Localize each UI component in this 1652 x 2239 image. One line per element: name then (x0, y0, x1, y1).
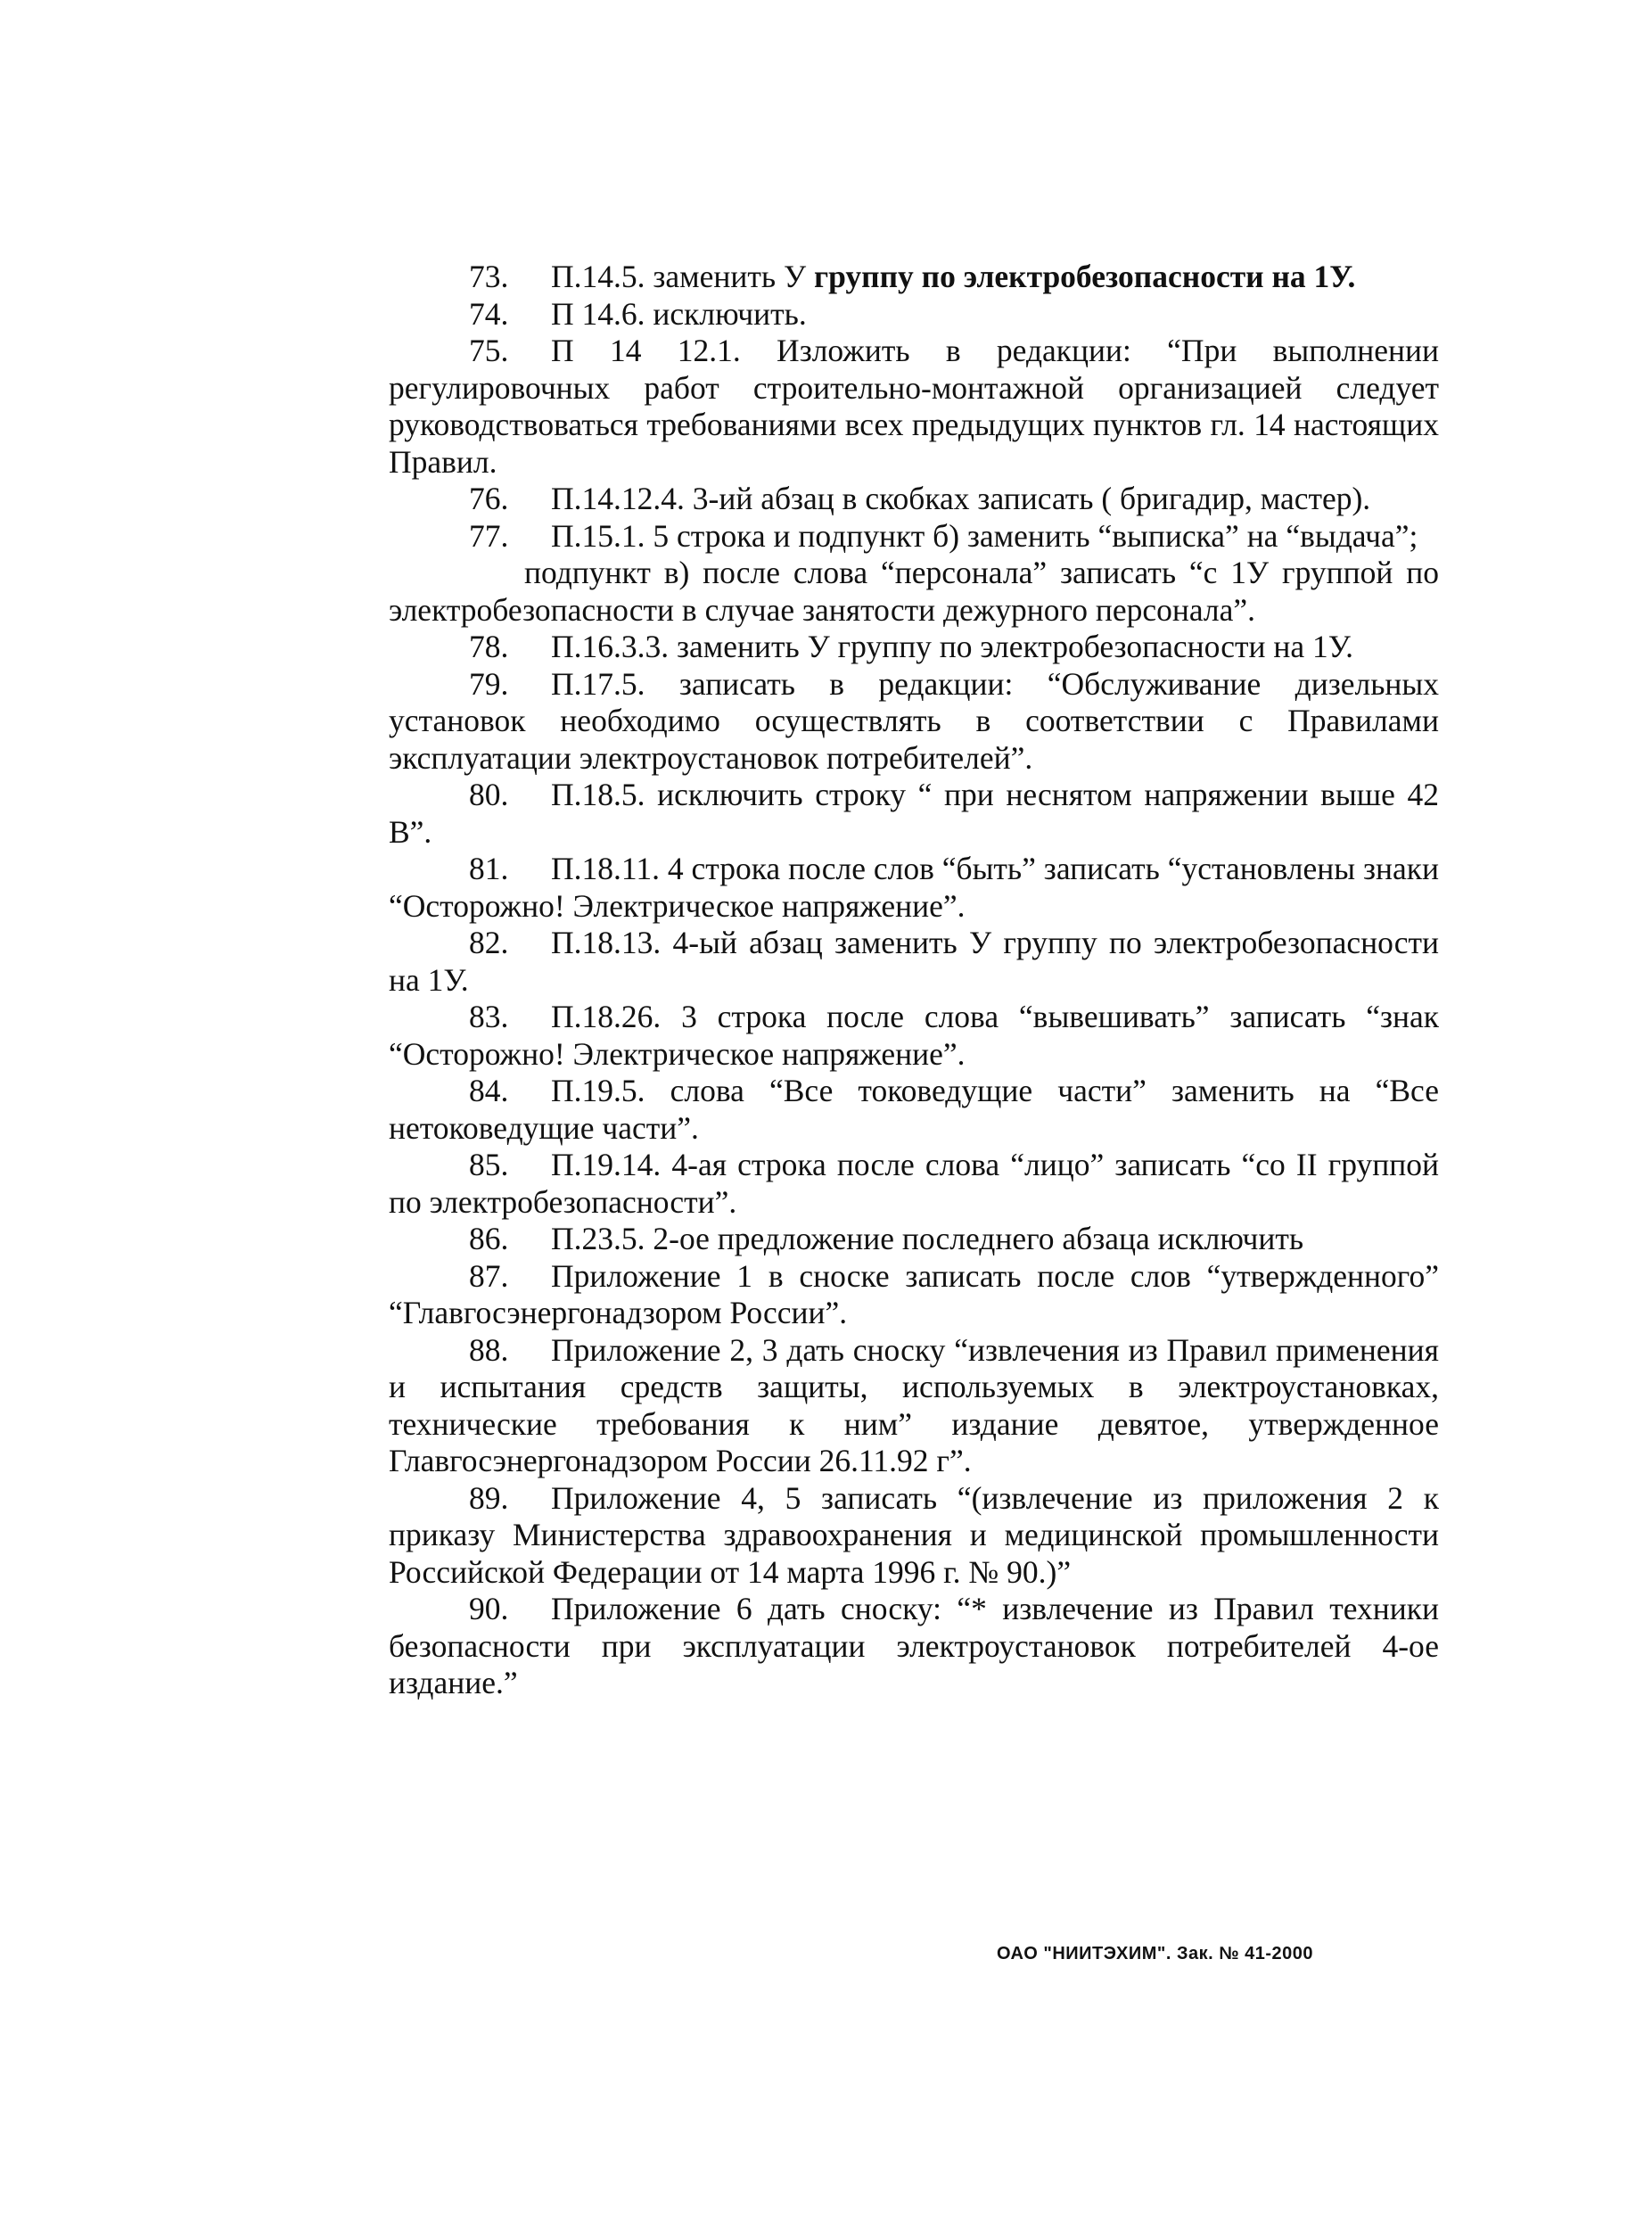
publisher-footer: ОАО "НИИТЭХИМ". Зак. № 41-2000 (997, 1944, 1313, 1963)
item-number: 84. (469, 1073, 509, 1108)
item-number: 88. (469, 1331, 509, 1368)
item-text: П.16.3.3. заменить У группу по электробезопасности на 1У. (551, 629, 1353, 664)
item-text: Приложение 4, 5 записать “(извлечение из приложения 2 к приказу Министерства здравоохранения и медицинской промышленности Российской Федерации от 14 марта 1996 г. № 90.)” (389, 1479, 1439, 1590)
list-item (389, 629, 1439, 666)
list-item (389, 333, 1439, 481)
list-item (389, 666, 1439, 778)
item-number: 77. (469, 517, 509, 554)
item-text: П.18.5. исключить строку “ при неснятом напряжении выше 42 В”. (389, 777, 1439, 850)
list-item (389, 1147, 1439, 1221)
item-text: П 14 12.1. Изложить в редакции: “При выполнении регулировочных работ строительно-монтажной организацией следует руководствоваться требованиями всех предыдущих пунктов гл. 14 настоящих Правил. (389, 333, 1439, 480)
item-number: 75. (469, 333, 509, 368)
item-text: П.19.14. 4-ая строка после слова “лицо” записать “со II группой по электробезопасности”. (389, 1147, 1439, 1220)
amendments-list (389, 259, 1439, 1702)
list-item (389, 1073, 1439, 1147)
item-text: Приложение 6 дать сноску: “* извлечение из Правил техники безопасности при эксплуатации электроустановок потребителей 4-ое издание.” (389, 1591, 1439, 1700)
item-text: П.14.12.4. 3-ий абзац в скобках записать ( бригадир, мастер). (551, 481, 1371, 516)
item-text: Приложение 2, 3 дать сноску “извлечения из Правил применения и испытания средств защиты, используемых в электроустановках, технические требования к ним” издание девятое, утвержденное Главгосэнергонадзором России 26.11.92 г”. (389, 1331, 1439, 1478)
item-number: 85. (469, 1147, 509, 1182)
item-number: 86. (469, 1221, 509, 1256)
list-item (389, 1332, 1439, 1480)
item-number: 80. (469, 777, 509, 812)
item-number: 73. (469, 259, 509, 294)
item-number: 90. (469, 1591, 509, 1626)
list-item (389, 925, 1439, 999)
item-text: П.14.5. заменить У (551, 259, 814, 294)
list-item (389, 999, 1439, 1073)
item-number: 79. (469, 665, 509, 702)
list-item (389, 296, 1439, 333)
item-number: 83. (469, 999, 509, 1034)
item-number: 87. (469, 1257, 509, 1294)
item-text: П.19.5. слова “Все токоведущие части” заменить на “Все нетоковедущие части”. (389, 1073, 1439, 1146)
list-item (389, 777, 1439, 851)
item-text: Приложение 1 в сноске записать после слов “утвержденного” “Главгосэнергонадзором России”. (389, 1257, 1439, 1330)
list-subitem (389, 555, 1439, 629)
list-item (389, 518, 1439, 556)
list-item (389, 1591, 1439, 1702)
item-number: 76. (469, 481, 509, 516)
item-text: П.23.5. 2-ое предложение последнего абзаца исключить (551, 1221, 1304, 1256)
list-item (389, 1221, 1439, 1258)
item-text: П.18.11. 4 строка после слов “быть” записать “установлены знаки “Осторожно! Электрическое напряжение”. (389, 851, 1439, 924)
item-text: П.17.5. записать в редакции: “Обслуживание дизельных установок необходимо осуществлять в соответствии с Правилами эксплуатации электроустановок потребителей”. (389, 665, 1439, 776)
list-item (389, 1480, 1439, 1592)
item-text-bold: группу по электробезопасности на 1У. (813, 259, 1356, 294)
item-number: 89. (469, 1479, 509, 1516)
item-number: 74. (469, 295, 509, 332)
item-number: 81. (469, 851, 509, 886)
list-item (389, 259, 1439, 296)
item-text: П.15.1. 5 строка и подпункт б) заменить “выписка” на “выдача”; (551, 517, 1418, 554)
list-item (389, 481, 1439, 518)
item-number: 82. (469, 925, 509, 960)
list-item (389, 851, 1439, 925)
item-text: П.18.13. 4-ый абзац заменить У группу по электробезопасности на 1У. (389, 925, 1439, 998)
subitem-text: подпункт в) после слова “персонала” записать “с 1У группой по электробезопасности в случае занятости дежурного персонала”. (389, 555, 1439, 628)
item-number: 78. (469, 629, 509, 664)
list-item (389, 1258, 1439, 1332)
item-text: П 14.6. исключить. (551, 295, 807, 332)
item-text: П.18.26. 3 строка после слова “вывешивать” записать “знак “Осторожно! Электрическое напряжение”. (389, 999, 1439, 1072)
